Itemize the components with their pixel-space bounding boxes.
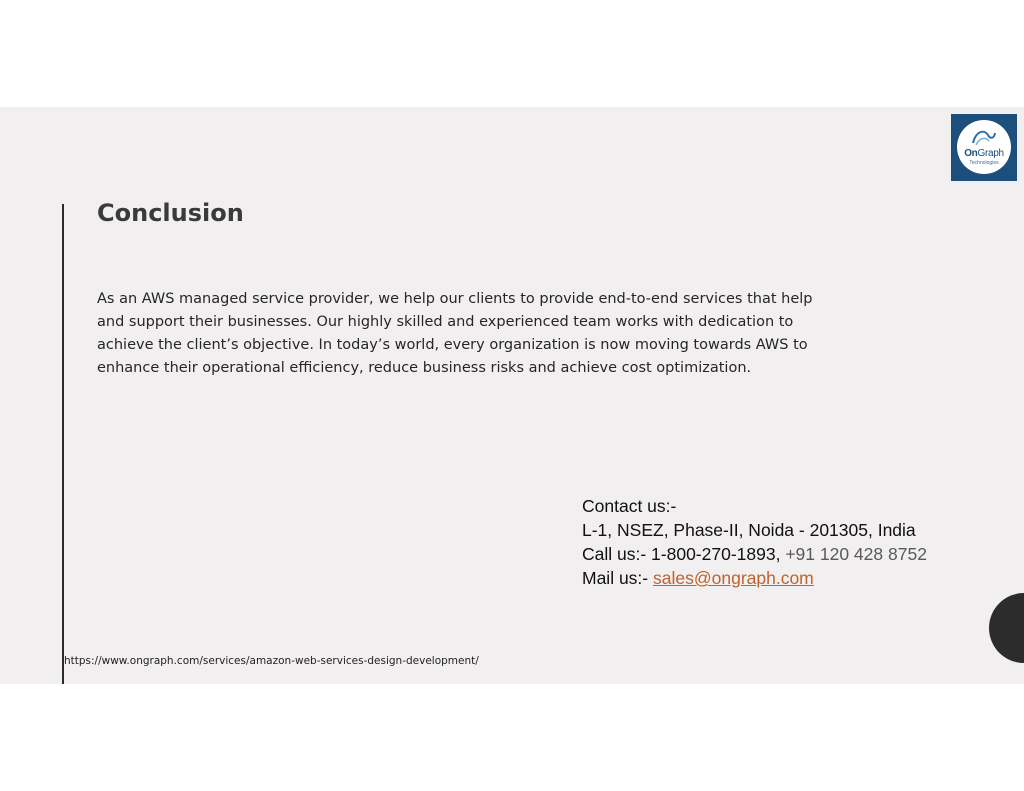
logo-circle [957, 120, 1011, 174]
contact-block [582, 494, 927, 590]
decorative-circle [989, 593, 1024, 663]
contact-phone-primary: Call us:- 1-800-270-1893, [582, 544, 781, 564]
contact-address: L-1, NSEZ, Phase-II, Noida - 201305, India [582, 520, 916, 540]
ongraph-logo [951, 114, 1017, 181]
slide-title: Conclusion [97, 199, 244, 227]
contact-phone-alt: +91 120 428 8752 [785, 544, 927, 564]
conclusion-paragraph: As an AWS managed service provider, we help our clients to provide end-to-end services that help and support their businesses. Our highly skilled and experienced team works with dedication to achieve the client’s objective. In today’s world, every organization is now moving towards AWS to enhance their operational efficiency, reduce business risks and achieve cost optimization. [97, 291, 813, 376]
logo-swirl-icon [970, 127, 998, 147]
contact-phone [582, 542, 927, 566]
contact-mail [582, 566, 927, 590]
logo-name [957, 148, 1011, 159]
contact-heading: Contact us:- [582, 496, 677, 516]
footer-url[interactable]: https://www.ongraph.com/services/amazon-web-services-design-development/ [64, 655, 479, 667]
contact-mail-label: Mail us:- [582, 568, 649, 588]
logo-subtitle: Technologies [969, 160, 999, 166]
left-vertical-rule [62, 204, 64, 684]
logo-name-graph: Graph [977, 148, 1004, 159]
slide [0, 107, 1024, 684]
logo-name-on: On [964, 148, 978, 159]
email-link[interactable]: sales@ongraph.com [653, 568, 814, 588]
